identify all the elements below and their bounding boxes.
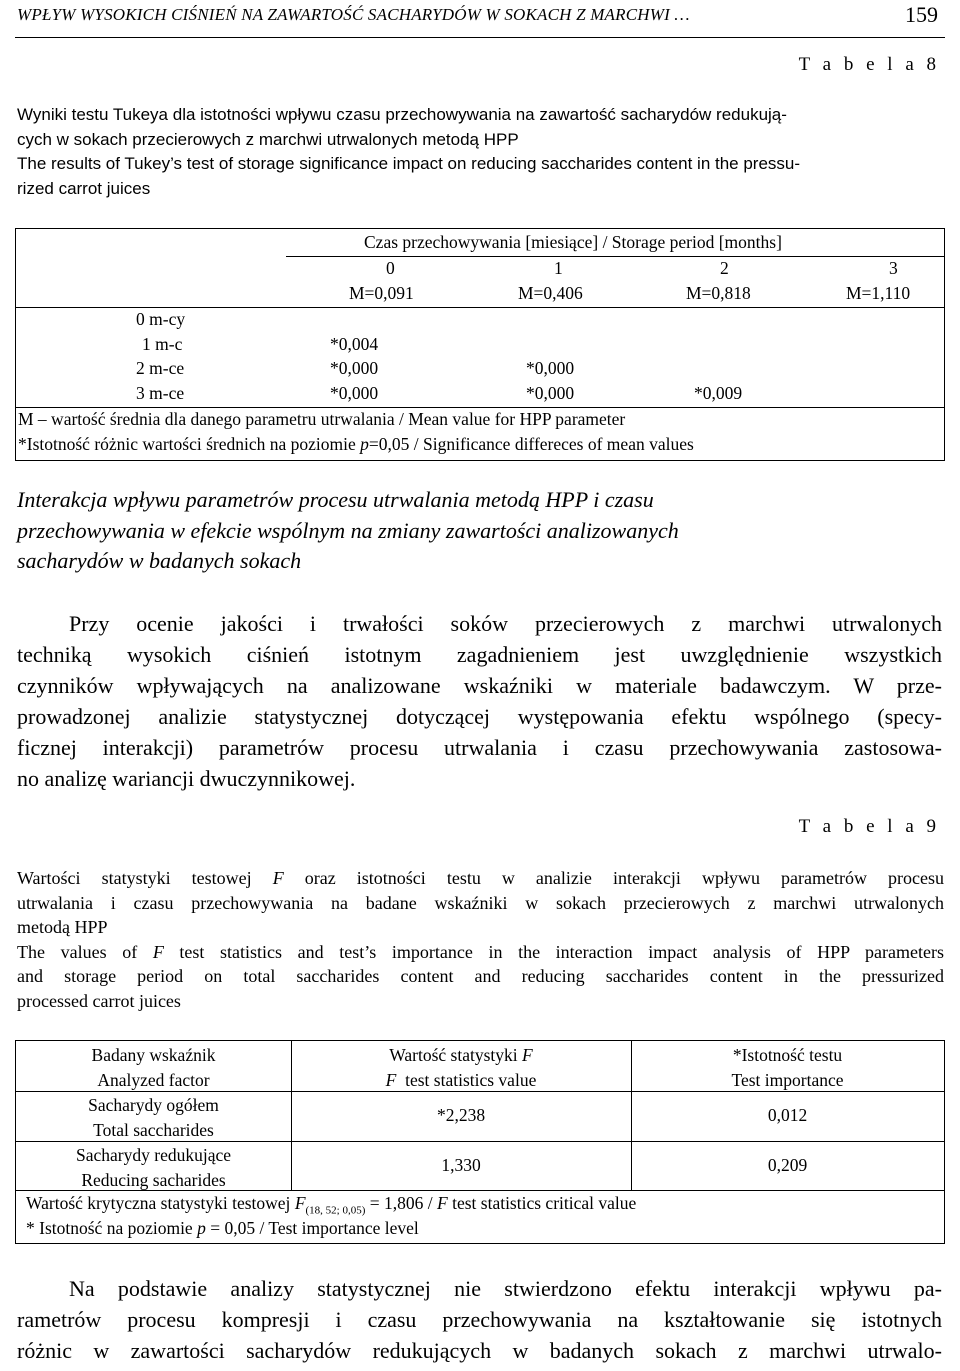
note-text: Wartość krytyczna statystyki testowej (26, 1193, 295, 1213)
table9-note-significance (26, 1218, 419, 1239)
row-text: Total saccharides (93, 1120, 214, 1140)
table8-mean: M=0,818 (686, 283, 751, 303)
note-f-symbol: F (437, 1193, 448, 1213)
table8-header-rule (286, 256, 944, 257)
table8-period: 1 (554, 258, 563, 278)
table8-cell: *0,000 (330, 358, 379, 378)
table9-caption-line: processed carrot juices (17, 990, 181, 1011)
table9-row-f-value: 1,330 (441, 1155, 481, 1175)
table9-row-importance: 0,209 (767, 1155, 808, 1175)
table9-header-importance (631, 1043, 944, 1093)
header-text: *Istotność testu (732, 1045, 843, 1065)
header-f-symbol: F (385, 1070, 397, 1090)
caption-text: test statistics and test’s importance in the interaction impact analysis of HPP parameters (163, 941, 944, 962)
header-text: Badany wskaźnik (91, 1045, 216, 1065)
page-number: 159 (905, 2, 938, 27)
row-text: Sacharydy ogółem (88, 1095, 219, 1115)
table8-caption-en-line1: The results of Tukey’s test of storage significance impact on reducing saccharides content in the pressu- (17, 154, 801, 173)
note-text: test statistics critical value (447, 1193, 637, 1213)
table8-cell: *0,000 (330, 383, 379, 403)
paragraph-line: Przy ocenie jakości i trwałości soków przecierowych z marchwi utrwalonych (69, 611, 942, 636)
running-header-title: WPŁYW WYSOKICH CIŚNIEŃ NA ZAWARTOŚĆ SACHARYDÓW W SOKACH Z MARCHWI … (17, 5, 690, 24)
caption-f-symbol: F (272, 868, 284, 888)
header-text: Test importance (731, 1070, 844, 1090)
paragraph-line: czynników wpływających na analizowane wskaźniki w materiale badawczym. W prze- (17, 673, 942, 698)
paragraph-line: no analizę wariancji dwuczynnikowej. (17, 766, 356, 791)
table8-cell: *0,000 (526, 383, 575, 403)
table9-row-rule (16, 1091, 944, 1092)
note-text: = 1,806 / (365, 1193, 438, 1213)
table9-caption-line: and storage period on total saccharides content and reducing saccharides content in the pressurized (17, 966, 944, 986)
section-heading-line: przechowywania w efekcie wspólnym na zmiany zawartości analizowanych (17, 517, 679, 543)
table8-period: 0 (386, 258, 395, 278)
body-paragraph-2 (17, 1273, 942, 1366)
table8-period: 3 (889, 258, 898, 278)
table9-caption-line: metodą HPP (17, 917, 108, 937)
caption-text: oraz istotności testu w analizie interakcji wpływu parametrów procesu (283, 868, 944, 888)
table9-row-factor (16, 1093, 291, 1143)
table9-note-critical-value (26, 1193, 636, 1217)
paragraph-line: Na podstawie analizy statystycznej nie stwierdzono efektu interakcji wpływu pa- (69, 1276, 942, 1301)
header-text: Wartość statystyki (389, 1045, 523, 1065)
caption-f-symbol: F (152, 941, 164, 962)
header-f-symbol: F (522, 1045, 533, 1065)
table8-caption-pl-line1: Wyniki testu Tukeya dla istotności wpływu czasu przechowywania na zawartość sacharydów redukują- (17, 105, 787, 124)
paragraph-line: techniką wysokich ciśnień istotnym zagadnieniem jest uwzględnienie wszystkich (17, 642, 942, 667)
row-text: Reducing sacharides (81, 1170, 226, 1190)
table8-row-label: 1 m-c (142, 334, 183, 354)
table9 (15, 1040, 945, 1244)
table8-footnote-mean: M – wartość średnia dla danego parametru utrwalania / Mean value for HPP parameter (18, 409, 626, 429)
paragraph-line: ficznej interakcji) parametrów procesu utrwalania i czasu przechowywania zastosowa- (17, 735, 942, 760)
note-text: = 0,05 / Test importance level (205, 1218, 419, 1238)
header-text: test statistics value (396, 1070, 537, 1090)
table8-footer-rule (16, 407, 944, 408)
section-heading-line: sacharydów w badanych sokach (17, 548, 302, 573)
table8-column-group-header: Czas przechowywania [miesiące] / Storage period [months] (364, 232, 782, 252)
caption-text: Wartości statystyki testowej (17, 868, 273, 888)
table8-body-rule (16, 307, 944, 308)
paragraph-line: różnic w zawartości sacharydów redukujących w badanych sokach z marchwi utrwalo- (17, 1338, 942, 1363)
table8-label: T a b e l a 8 (798, 54, 940, 75)
body-paragraph-1 (17, 608, 942, 794)
section-heading-line: Interakcja wpływu parametrów procesu utrwalania metodą HPP i czasu (17, 487, 654, 512)
table9-row-importance: 0,012 (767, 1105, 808, 1125)
table8-cell: *0,004 (330, 334, 379, 354)
table9-caption-line (17, 940, 944, 965)
table9-header-factor (16, 1043, 291, 1093)
note-f-symbol: F (294, 1193, 306, 1213)
table8-mean: M=0,091 (349, 283, 414, 303)
section-heading (17, 485, 679, 577)
note-text: * Istotność na poziomie (26, 1218, 198, 1238)
table9-row-f-value: *2,238 (436, 1105, 486, 1125)
table9-row-factor (16, 1143, 291, 1193)
table9-caption-line: utrwalania i czasu przechowywania na badane wskaźniki w sokach przecierowych z marchwi utrwalonych (17, 892, 944, 913)
paragraph-line: rametrów procesu kompresji i czasu przechowywania na kształtowanie się istotnych (17, 1307, 942, 1332)
header-text: Analyzed factor (97, 1070, 210, 1090)
table8-row-label: 2 m-ce (136, 358, 185, 378)
footnote-text: *Istotność różnic wartości średnich na poziomie (18, 434, 361, 454)
table8-row-label: 0 m-cy (136, 309, 186, 329)
table8-period: 2 (720, 258, 729, 278)
header-rule (15, 37, 945, 38)
table9-caption (17, 866, 944, 1013)
table8-caption-en-line2: rized carrot juices (17, 178, 151, 198)
table9-label: T a b e l a 9 (798, 816, 940, 837)
header-text (291, 1043, 631, 1068)
table8-row-label: 3 m-ce (136, 383, 185, 403)
header-text (291, 1068, 631, 1093)
table8-cell: *0,000 (526, 358, 575, 378)
table9-caption-line (17, 866, 944, 891)
table8-caption (17, 103, 944, 201)
table9-header-f-value (291, 1043, 631, 1093)
table9-notes-rule (16, 1190, 944, 1191)
caption-text: The values of (17, 941, 153, 962)
row-text: Sacharydy redukujące (76, 1145, 231, 1165)
table8-mean: M=1,110 (846, 283, 911, 303)
table8 (15, 228, 945, 461)
footnote-p-symbol: p (360, 434, 369, 454)
table9-row-rule (16, 1141, 944, 1142)
table8-caption-pl-line2: cych w sokach przecierowych z marchwi utrwalonych metodą HPP (17, 129, 519, 149)
table8-mean: M=0,406 (518, 283, 583, 303)
paragraph-line: prowadzonej analizie statystycznej dotyczącej występowania efektu wspólnego (specy- (17, 704, 942, 729)
note-p-symbol: p (197, 1218, 206, 1238)
table8-footnote-significance (18, 434, 694, 455)
footnote-text: =0,05 / Significance differeces of mean values (368, 434, 694, 454)
note-subscript: (18, 52; 0,05) (305, 1204, 366, 1217)
table8-cell: *0,009 (694, 383, 743, 403)
